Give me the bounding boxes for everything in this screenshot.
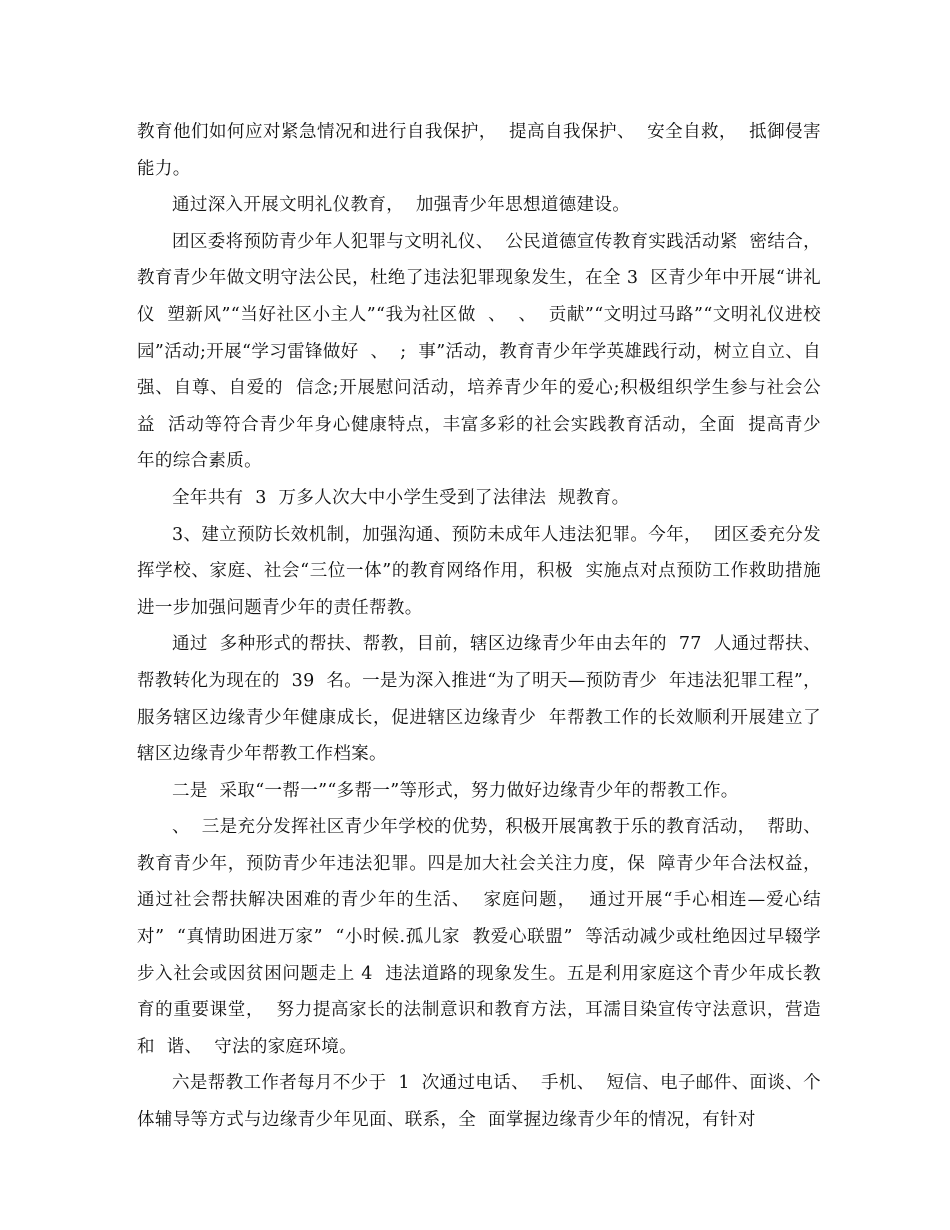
paragraph-6: 通过 多种形式的帮扶、帮教，目前，辖区边缘青少年由去年的 77 人通过帮扶、帮教转化为现在的 39 名。一是为深入推进“为了明天—预防青少 年违法犯罪工程”，服务辖区边缘青少年健康成长，促进辖区边缘青少 年帮教工作的长效顺利开展建立了辖区边缘青少年帮教工作档案。 bbox=[137, 634, 821, 765]
paragraph-4: 全年共有 3 万多人次大中小学生受到了法律法 规教育。 bbox=[172, 487, 630, 508]
paragraph-8: 、 三是充分发挥社区青少年学校的优势，积极开展寓教于乐的教育活动， 帮助、教育青少年，预防青少年违法犯罪。四是加大社会关注力度，保 障青少年合法权益， 通过社会帮扶解决困难的青少年的生活、 家庭问题， 通过开展“手心相连—爱心结对” “真情助困进万家” “小时候.孤儿家 教爱心联盟” 等活动减少或杜绝因过早辍学步入社会或因贫困问题走上 4 违法道路的现象发生。五是利用家庭这个青少年成长教育的重要课堂， 努力提高家长的法制意识和教育方法，耳濡目染宣传守法意识，营造和 谐、 守法的家庭环境。 bbox=[137, 817, 833, 1057]
document-page bbox=[137, 114, 833, 1139]
paragraph-2: 通过深入开展文明礼仪教育， 加强青少年思想道德建设。 bbox=[172, 195, 631, 216]
paragraph-1: 教育他们如何应对紧急情况和进行自我保护， 提高自我保护、 安全自救， 抵御侵害能力。 bbox=[137, 122, 821, 179]
paragraph-5: 3、建立预防长效机制，加强沟通、预防未成年人违法犯罪。今年， 团区委充分发挥学校、家庭、社会“三位一体”的教育网络作用，积极 实施点对点预防工作救助措施进一步加强问题青少年的责任帮教。 bbox=[137, 524, 821, 618]
paragraph-7: 二是 采取“一帮一”“多帮一”等形式，努力做好边缘青少年的帮教工作。 bbox=[172, 780, 739, 801]
paragraph-3: 团区委将预防青少年人犯罪与文明礼仪、 公民道德宣传教育实践活动紧 密结合，教育青少年做文明守法公民，杜绝了违法犯罪现象发生，在全 3 区青少年中开展“讲礼仪 塑新风”“当好社区小主人”“我为社区做 、 、 贡献”“文明过马路”“文明礼仪进校园”活动;开展“学习雷锋做好 、 ; 事”活动，教育青少年学英雄践行动，树立自立、自强、自尊、自爱的 信念;开展慰问活动，培养青少年的爱心;积极组织学生参与社会公益 活动等符合青少年身心健康特点，丰富多彩的社会实践教育活动，全面 提高青少年的综合素质。 bbox=[137, 231, 821, 472]
paragraph-9: 六是帮教工作者每月不少于 1 次通过电话、 手机、 短信、电子邮件、面谈、个体辅导等方式与边缘青少年见面、联系，全 面掌握边缘青少年的情况，有针对 bbox=[137, 1073, 821, 1131]
